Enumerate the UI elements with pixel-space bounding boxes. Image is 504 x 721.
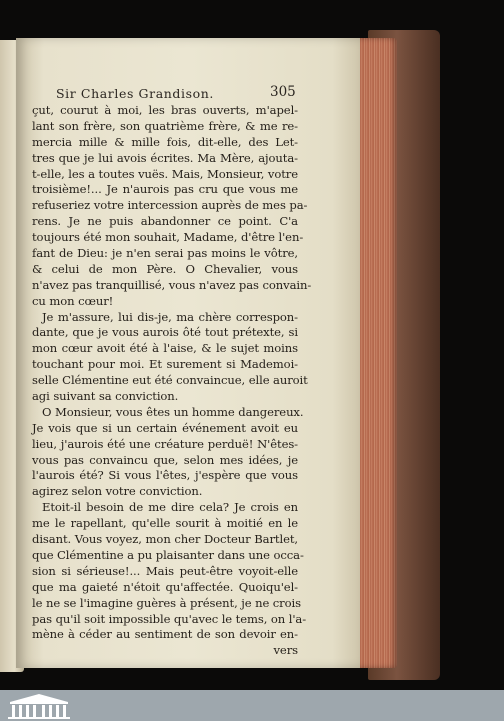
page-stack-edge (355, 38, 397, 668)
text-line: & celui de mon Père. O Chevalier, vous (32, 261, 298, 276)
text-line: O Monsieur, vous êtes un homme dangereux. (42, 404, 304, 419)
text-line: refuseriez votre intercession auprès de mes pa- (32, 198, 308, 213)
text-line: n'avez pas tranquillisé, vous n'avez pas convain- (32, 277, 312, 292)
text-line: dante, que je vous aurois ôté tout prétexte, si (32, 325, 298, 340)
text-line: que ma gaieté n'étoit qu'affectée. Quoiqu'el- (32, 579, 298, 594)
text-line: que Clémentine a pu plaisanter dans une occa- (32, 547, 304, 562)
text-line: lieu, j'aurois été une créature perduë! N'êtes- (32, 436, 298, 451)
text-line: selle Clémentine eut été convaincue, elle auroit (32, 373, 308, 388)
text-line: disant. Vous voyez, mon cher Docteur Bartlet, (32, 532, 298, 547)
text-line: vers (273, 643, 298, 658)
text-line: touchant pour moi. Et surement si Mademoi- (32, 357, 298, 372)
text-line: l'aurois été? Si vous l'êtes, j'espère que vous (32, 468, 298, 483)
text-line: vous pas convaincu que, selon mes idées, je (32, 452, 298, 467)
library-building-icon (6, 692, 72, 719)
text-line: fant de Dieu: je n'en serai pas moins le vôtre, (32, 246, 298, 261)
page-number: 305 (270, 84, 296, 100)
text-line: troisième!... Je n'aurois pas cru que vous me (32, 182, 298, 197)
text-line: pas qu'il soit impossible qu'avec le tems, on l'a- (32, 611, 307, 626)
body-text (32, 103, 312, 659)
text-line: toujours été mon souhait, Madame, d'être l'en- (32, 230, 304, 245)
text-line: mon cœur avoit été à l'aise, & le sujet moins (32, 341, 298, 356)
text-line: rens. Je ne puis abandonner ce point. C'a (32, 214, 298, 229)
text-line: le ne se l'imagine guères à présent, je ne crois (32, 595, 301, 610)
text-line: me le rapellant, qu'elle sourit à moitié en le (32, 516, 298, 531)
text-line: t-elle, les a toutes vuës. Mais, Monsieur, votre (32, 166, 298, 181)
text-line: tres que je lui avois écrites. Ma Mère, ajouta- (32, 150, 298, 165)
text-line: sion si sérieuse!... Mais peut-être voyoit-elle (32, 563, 298, 578)
text-line: agirez selon votre conviction. (32, 484, 203, 499)
text-line: Je vois que si un certain événement avoit eu (32, 420, 298, 435)
text-line: Je m'assure, lui dis-je, ma chère correspon- (42, 309, 298, 324)
text-line: mercia mille & mille fois, dit-elle, des Let- (32, 134, 298, 149)
running-head: Sir Charles Grandison. (56, 86, 214, 101)
text-line: Etoit-il besoin de me dire cela? Je crois en (42, 500, 298, 515)
text-line: mène à céder au sentiment de son devoir en- (32, 627, 298, 642)
text-line: lant son frère, son quatrième frère, & me re- (32, 118, 298, 133)
viewer-footer (0, 690, 504, 721)
text-line: agi suivant sa conviction. (32, 389, 179, 404)
text-line: çut, courut à moi, les bras ouverts, m'apel- (32, 103, 298, 117)
text-line: cu mon cœur! (32, 293, 114, 308)
